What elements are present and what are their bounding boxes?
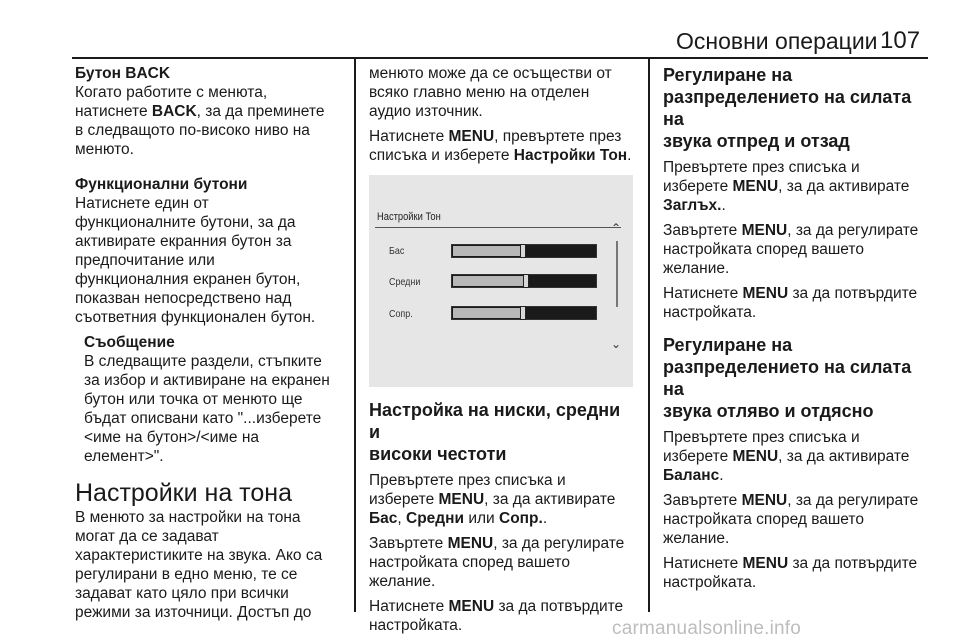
back-button-text: Когато работите с менюта, натиснете BACK, за да преминете в следващото по-високо ниво на менюто.	[75, 84, 325, 158]
screen-title: Настройки Тон	[377, 211, 441, 223]
note-block	[75, 333, 351, 466]
column-1	[75, 64, 351, 622]
chevron-up-icon: ⌃	[611, 221, 622, 235]
middle-slider	[451, 274, 597, 288]
open-tone-settings-instruction: Натиснете MENU, превъртете през списъка и изберете Настройки Тон.	[369, 128, 632, 164]
bass-slider-fill	[453, 246, 524, 256]
column-divider-2	[648, 58, 650, 612]
middle-slider-knob	[523, 274, 529, 288]
treble-slider-knob	[520, 306, 526, 320]
treble-slider	[451, 306, 597, 320]
fader-heading: Регулиране на разпределението на силата на звука отпред и отзад	[663, 65, 912, 151]
confirm-instruction: Натиснете MENU за да потвърдите настройката.	[369, 598, 624, 634]
treble-slider-fill	[453, 308, 524, 318]
tone-settings-text: В менюто за настройки на тона могат да се задават характеристиките на звука. Ако са регулирани в едно меню, те се задават като цяло при всички режими за източници. Достъп до	[75, 509, 323, 621]
function-buttons-heading: Функционални бутони	[75, 176, 248, 193]
bass-slider-knob	[520, 244, 526, 258]
tone-settings-screen-figure	[369, 175, 633, 387]
balance-heading: Регулиране на разпределението на силата на звука отляво и отдясно	[663, 335, 912, 421]
scrollbar	[616, 241, 618, 307]
continued-text: менюто може да се осъществи от всяко главно меню на отделен аудио източник.	[369, 65, 612, 120]
column-2	[369, 64, 634, 635]
bass-middle-treble-heading: Настройка на ниски, средни и високи честоти	[369, 400, 621, 464]
back-button-heading: Бутон BACK	[75, 65, 171, 82]
bass-slider	[451, 244, 597, 258]
note-heading: Съобщение	[84, 334, 175, 351]
rotate-instruction: Завъртете MENU, за да регулирате настройката според вашето желание.	[369, 535, 625, 590]
screen-title-rule	[375, 227, 621, 228]
tone-settings-heading: Настройки на тона	[75, 479, 292, 507]
treble-label: Сопр.	[389, 308, 413, 320]
fader-select-instruction: Превъртете през списъка и изберете MENU, за да активирате Заглъх..	[663, 159, 910, 214]
balance-select-instruction: Превъртете през списъка и изберете MENU, за да активирате Баланс.	[663, 429, 910, 484]
note-text: В следващите раздели, стъпките за избор и активиране на екранен бутон или точка от менюто ще бъдат описвани като "...изберете <име на бутон>/<име на елемент>".	[84, 353, 330, 465]
function-buttons-text: Натиснете един от функционалните бутони, за да активирате екранния бутон за предпочитание или функционалния екранен бутон, показван непосредствено над съответния функционален бутон.	[75, 195, 316, 326]
column-3	[663, 64, 931, 592]
column-divider-1	[354, 58, 356, 612]
watermark: carmanualsonline.info	[612, 618, 802, 639]
header-rule	[72, 57, 928, 59]
page-number: 107	[880, 27, 921, 54]
chevron-down-icon: ⌄	[611, 337, 622, 351]
middle-slider-fill	[453, 276, 527, 286]
fader-confirm-instruction: Натиснете MENU за да потвърдите настройката.	[663, 285, 918, 321]
balance-confirm-instruction: Натиснете MENU за да потвърдите настройката.	[663, 555, 918, 591]
page-header-title: Основни операции	[676, 28, 878, 54]
fader-rotate-instruction: Завъртете MENU, за да регулирате настройката според вашето желание.	[663, 222, 919, 277]
balance-rotate-instruction: Завъртете MENU, за да регулирате настройката според вашето желание.	[663, 492, 919, 547]
middle-label: Средни	[389, 276, 421, 288]
select-setting-instruction: Превъртете през списъка и изберете MENU, за да активирате Бас, Средни или Сопр..	[369, 472, 616, 527]
bass-label: Бас	[389, 245, 405, 257]
